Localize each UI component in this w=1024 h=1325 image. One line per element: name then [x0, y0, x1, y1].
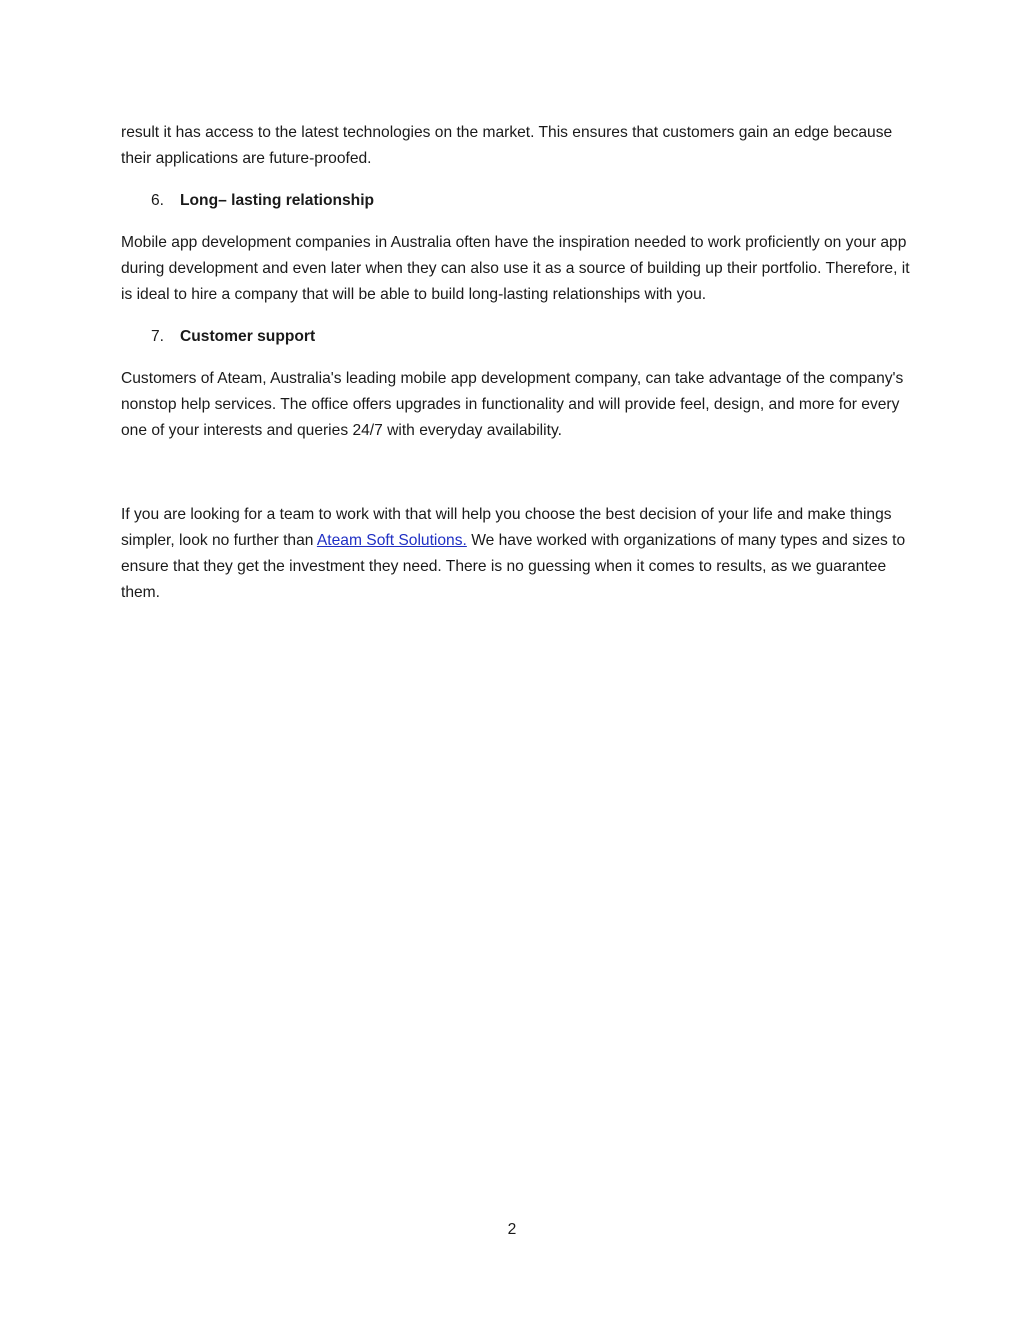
section-6-number: 6.	[151, 192, 165, 209]
section-7-heading	[121, 324, 911, 350]
spacer	[121, 460, 911, 502]
section-7-number: 7.	[151, 328, 165, 345]
intro-paragraph: result it has access to the latest technologies on the market. This ensures that customers gain an edge because their applications are future-proofed.	[121, 124, 893, 167]
section-7-body: Customers of Ateam, Australia's leading mobile app development company, can take advantage of the company's nonstop help services. The office offers upgrades in functionality and will provide feel, design, and more for every one of your interests and queries 24/7 with everyday availability.	[121, 370, 904, 439]
section-6-body: Mobile app development companies in Australia often have the inspiration needed to work proficiently on your app during development and even later when they can also use it as a source of building up their portfolio. Therefore, it is ideal to hire a company that will be able to build long-lasting relationships with you.	[121, 234, 910, 303]
closing-text-before-link: If you are looking for a team to work with that will help you choose the best decision of your life and make things simpler, look no further than	[121, 506, 892, 549]
section-6-title: Long– lasting relationship	[180, 192, 375, 209]
closing-paragraph	[121, 502, 911, 606]
page-number: 2	[507, 1221, 517, 1238]
closing-text-after-link: We have worked with organizations of many types and sizes to ensure that they get the investment they need. There is no guessing when it comes to results, as we guarantee them.	[121, 532, 906, 601]
section-7-title: Customer support	[180, 328, 316, 345]
section-6-heading	[121, 188, 911, 214]
page-content	[121, 120, 911, 622]
ateam-soft-solutions-link[interactable]: Ateam Soft Solutions.	[316, 532, 467, 549]
